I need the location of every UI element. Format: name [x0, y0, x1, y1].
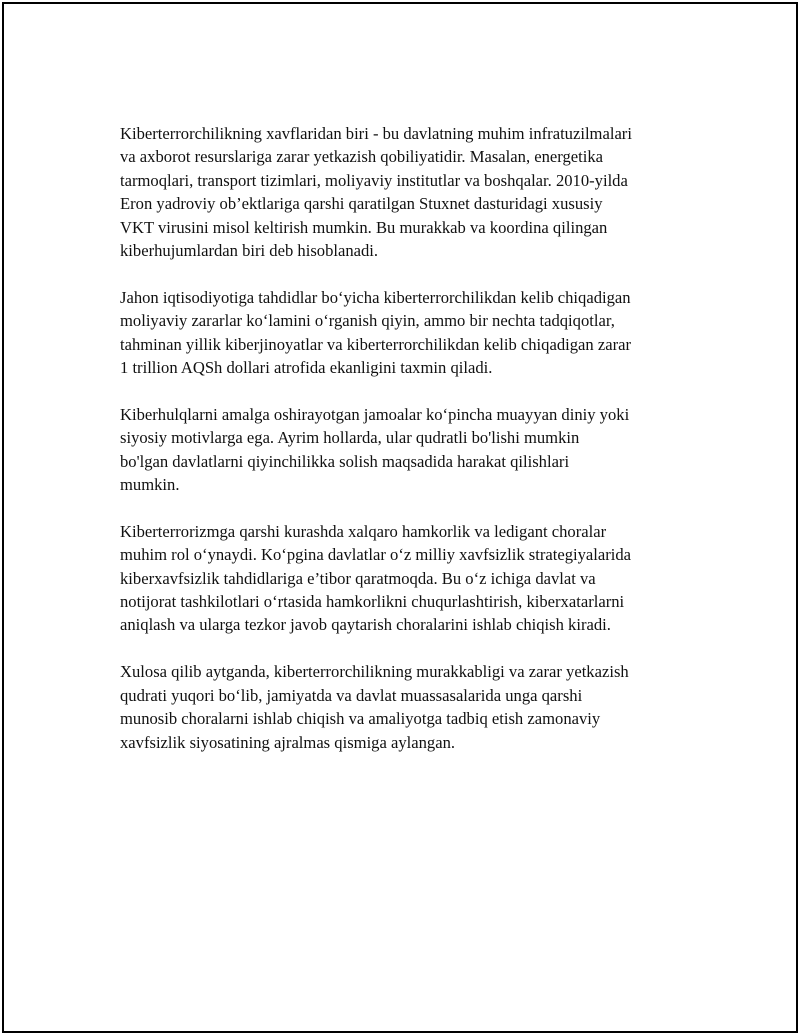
text-line: 1 trillion AQSh dollari atrofida ekanligini taxmin qiladi.	[120, 358, 493, 378]
text-line: munosib choralarni ishlab chiqish va amaliyotga tadbiq etish zamonaviy	[120, 709, 601, 729]
paragraph-1	[120, 122, 700, 262]
text-line: aniqlash va ularga tezkor javob qaytarish choralarini ishlab chiqish kiradi.	[120, 615, 611, 635]
paragraph-2	[120, 286, 700, 380]
text-line: Eron yadroviy ob’ektlariga qarshi qaratilgan Stuxnet dasturidagi xususiy	[120, 194, 603, 214]
text-line: Xulosa qilib aytganda, kiberterrorchilikning murakkabligi va zarar yetkazish	[120, 662, 629, 682]
paragraph-3	[120, 403, 700, 497]
text-line: xavfsizlik siyosatining ajralmas qismiga aylangan.	[120, 732, 456, 752]
paragraph-5	[120, 660, 700, 754]
text-line: Jahon iqtisodiyotiga tahdidlar bo‘yicha kiberterrorchilikdan kelib chiqadigan	[120, 287, 631, 307]
text-line: VKT virusini misol keltirish mumkin. Bu murakkab va koordina qilingan	[120, 217, 608, 237]
text-line: moliyaviy zararlar ko‘lamini o‘rganish qiyin, ammo bir nechta tadqiqotlar,	[120, 311, 615, 331]
text-line: Kiberterrorizmga qarshi kurashda xalqaro hamkorlik va ledigant choralar	[120, 521, 607, 541]
text-line: tahminan yillik kiberjinoyatlar va kiberterrorchilikdan kelib chiqadigan zarar	[120, 334, 631, 354]
document-body	[120, 122, 700, 777]
text-line: siyosiy motivlarga ega. Ayrim hollarda, ular qudratli bo'lishi mumkin	[120, 428, 580, 448]
text-line: Kiberhulqlarni amalga oshirayotgan jamoalar ko‘pincha muayyan diniy yoki	[120, 404, 630, 424]
text-line: kiberhujumlardan biri deb hisoblanadi.	[120, 241, 379, 261]
text-line: Kiberterrorchilikning xavflaridan biri - bu davlatning muhim infratuzilmalari	[120, 124, 632, 143]
text-line: kiberxavfsizlik tahdidlariga e’tibor qaratmoqda. Bu o‘z ichiga davlat va	[120, 568, 596, 588]
document-page	[2, 2, 798, 1033]
text-line: qudrati yuqori bo‘lib, jamiyatda va davlat muassasalarida unga qarshi	[120, 685, 583, 705]
text-line: notijorat tashkilotlari o‘rtasida hamkorlikni chuqurlashtirish, kiberxatarlarni	[120, 592, 625, 612]
text-line: muhim rol o‘ynaydi. Ko‘pgina davlatlar o‘z milliy xavfsizlik strategiyalarida	[120, 545, 632, 565]
text-line: mumkin.	[120, 475, 180, 495]
text-line: tarmoqlari, transport tizimlari, moliyaviy institutlar va boshqalar. 2010-yilda	[120, 170, 628, 190]
text-line: bo'lgan davlatlarni qiyinchilikka solish maqsadida harakat qilishlari	[120, 451, 570, 471]
text-line: va axborot resurslariga zarar yetkazish qobiliyatidir. Masalan, energetika	[120, 147, 604, 167]
paragraph-4	[120, 520, 700, 637]
